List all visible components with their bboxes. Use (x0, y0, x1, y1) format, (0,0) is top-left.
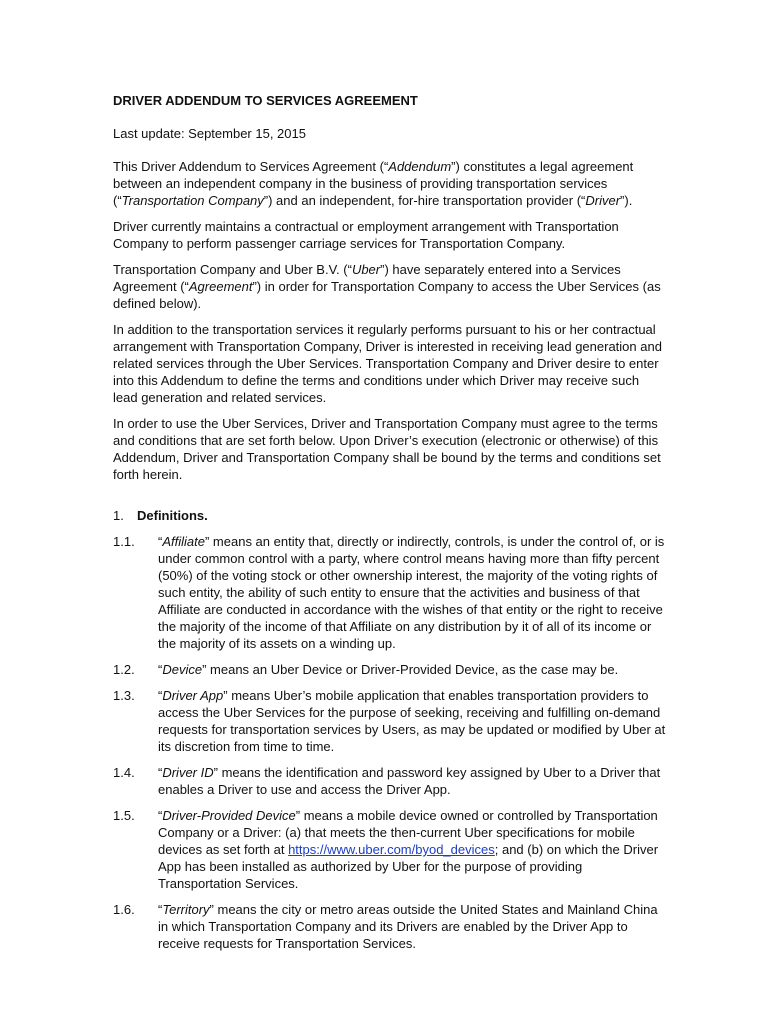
definition-text: “Driver-Provided Device” means a mobile device owned or controlled by Transportation Company or a Driver: (a) that meets the then-current Uber specifications for mobile devices as set forth at https://www.uber.com/byod_devices; and (b) on which the Driver App has been installed as authorized by Uber for the purpose of providing Transportation Services. (158, 808, 659, 891)
definition-text: “Affiliate” means an entity that, directly or indirectly, controls, is under the control of, or is under common control with a party, where control means having more than fifty percent (50%) of the voting stock or other ownership interest, the majority of the voting rights of such entity, the ability of such entity to ensure that the activities and business of that Affiliate are conducted in accordance with the wishes of that entity or the right to receive the majority of the income of that Affiliate on any distribution by it of all of its income or the majority of its assets on a winding up. (158, 534, 665, 651)
definition-term: Driver-Provided Device (162, 808, 296, 823)
section-title: Definitions. (137, 508, 208, 523)
definition-text: “Territory” means the city or metro areas outside the United States and Mainland China in which Transportation Company and its Drivers are enabled by the Driver App to receive requests for Transportation Services. (158, 902, 658, 951)
intro-paragraph-4: In addition to the transportation services it regularly performs pursuant to his or her contractual arrangement with Transportation Company, Driver is interested in receiving lead generation and related services through the Uber Services. Transportation Company and Driver desire to enter into this Addendum to define the terms and conditions under which Driver may receive such lead generation and related services. (113, 322, 662, 405)
definition-term: Device (162, 662, 203, 677)
definition-item (113, 901, 666, 952)
document-title: DRIVER ADDENDUM TO SERVICES AGREEMENT (113, 93, 418, 108)
definition-term: Territory (162, 902, 210, 917)
byod-devices-link[interactable]: https://www.uber.com/byod_devices (288, 842, 495, 857)
definition-text: “Driver ID” means the identification and password key assigned by Uber to a Driver that enables a Driver to use and access the Driver App. (158, 765, 661, 797)
term-agreement: Agreement (188, 279, 253, 294)
definition-item (113, 533, 666, 652)
section-heading-definitions (113, 507, 666, 524)
intro-paragraph-1: This Driver Addendum to Services Agreement (“Addendum”) constitutes a legal agreement between an independent company in the business of providing transportation services (“Transportation Company”) and an independent, for-hire transportation provider (“Driver”). (113, 159, 634, 208)
section-number: 1. (113, 508, 124, 523)
definition-text: “Device” means an Uber Device or Driver-Provided Device, as the case may be. (158, 662, 619, 677)
definition-number: 1.2. (113, 662, 135, 677)
definition-number: 1.3. (113, 688, 135, 703)
definition-number: 1.5. (113, 808, 135, 823)
definition-term: Affiliate (162, 534, 205, 549)
term-addendum: Addendum (388, 159, 452, 174)
intro-paragraph-2: Driver currently maintains a contractual or employment arrangement with Transportation Company to perform passenger carriage services for Transportation Company. (113, 219, 619, 251)
term-uber: Uber (351, 262, 381, 277)
last-update: Last update: September 15, 2015 (113, 126, 306, 141)
term-driver: Driver (585, 193, 621, 208)
term-transportation-company: Transportation Company (121, 193, 264, 208)
definition-item (113, 807, 666, 892)
intro-paragraph-3: Transportation Company and Uber B.V. (“Uber”) have separately entered into a Services Agreement (“Agreement”) in order for Transportation Company to access the Uber Services (as defined below). (113, 262, 661, 311)
definition-term: Driver App (162, 688, 224, 703)
definition-item (113, 687, 666, 755)
intro-paragraph-5: In order to use the Uber Services, Driver and Transportation Company must agree to the terms and conditions that are set forth below. Upon Driver’s execution (electronic or otherwise) of this Addendum, Driver and Transportation Company shall be bound by the terms and conditions set forth herein. (113, 416, 661, 482)
definition-number: 1.1. (113, 534, 135, 549)
definition-term: Driver ID (162, 765, 214, 780)
definition-number: 1.4. (113, 765, 135, 780)
definition-item (113, 764, 666, 798)
definition-number: 1.6. (113, 902, 135, 917)
definition-text: “Driver App” means Uber’s mobile application that enables transportation providers to access the Uber Services for the purpose of seeking, receiving and fulfilling on-demand requests for transportation services by Users, as may be updated or modified by Uber at its discretion from time to time. (158, 688, 666, 754)
definition-item (113, 661, 666, 678)
